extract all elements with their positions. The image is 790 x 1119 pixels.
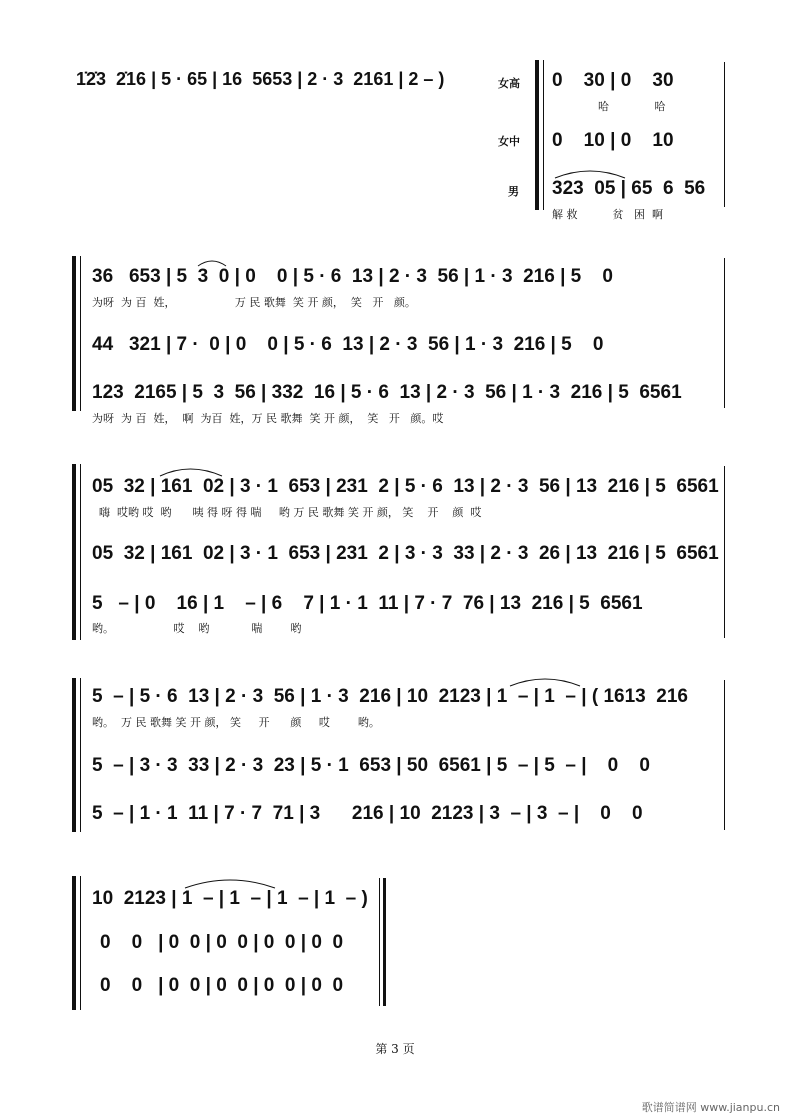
system2-alto: 44 321 | 7 · 0 | 0 0 | 5 · 6 13 | 2 · 3 56 | 1 · 3 216 | 5 0	[92, 334, 604, 355]
part-label-soprano: 女高	[498, 77, 520, 90]
slur-system3-soprano	[160, 469, 222, 476]
system2-male: 123 2165 | 5 3 56 | 332 16 | 5 · 6 13 | 2 · 3 56 | 1 · 3 216 | 5 6561	[92, 382, 682, 403]
system1-intro: 1̇2̇3 2̇16 | 5 · 65 | 16 5653 | 2 · 3 2161 | 2 – )	[76, 69, 445, 89]
system3-male-lyric: 哟。 哎 哟 喘 哟	[92, 622, 302, 635]
system2-soprano-lyric: 为呀 为 百 姓， 万 民 歌舞 笑 开 颜， 笑 开 颜。	[92, 296, 416, 309]
slur-system4-soprano	[510, 679, 580, 686]
slur-system2-soprano	[198, 261, 226, 266]
system1-soprano-lyric: 哈 哈	[598, 100, 666, 113]
watermark: 歌谱简谱网 www.jianpu.cn	[641, 1101, 780, 1114]
system4-alto: 5 – | 3 · 3 33 | 2 · 3 23 | 5 · 1 653 | 50 6561 | 5 – | 5 – | 0 0	[92, 755, 650, 776]
page-number: 第 3 页	[375, 1042, 415, 1056]
system4-male: 5 – | 1 · 1 11 | 7 · 7 71 | 3 216 | 10 2123 | 3 – | 3 – | 0 0	[92, 803, 643, 824]
system5-soprano: 10 2123 | 1 – | 1 – | 1 – | 1 – )	[92, 888, 368, 909]
system4-soprano: 5 – | 5 · 6 13 | 2 · 3 56 | 1 · 3 216 | 10 2123 | 1 – | 1 – | ( 1613 216	[92, 686, 688, 707]
system4-soprano-lyric: 哟。 万 民 歌舞 笑 开 颜， 笑 开 颜 哎 哟。	[92, 716, 380, 729]
system1-soprano: 0 30 | 0 30	[552, 70, 674, 91]
system1-alto: 0 10 | 0 10	[552, 130, 674, 151]
system5-male: 0 0 | 0 0 | 0 0 | 0 0 | 0 0	[100, 975, 344, 996]
system2-soprano: 36 653 | 5 3 0 | 0 0 | 5 · 6 13 | 2 · 3 56 | 1 · 3 216 | 5 0	[92, 266, 613, 287]
system3-male: 5 – | 0 16 | 1 – | 6 7 | 1 · 1 11 | 7 · 7 76 | 13 216 | 5 6561	[92, 593, 643, 614]
slur-system5-soprano	[185, 880, 275, 888]
system3-soprano-lyric: 嗨 哎哟 哎 哟 咦 得 呀 得 喘 哟 万 民 歌舞 笑 开 颜， 笑 开 颜 哎	[92, 506, 482, 519]
part-label-male: 男	[508, 185, 519, 198]
system3-alto: 05 32 | 161 02 | 3 · 1 653 | 231 2 | 3 · 3 33 | 2 · 3 26 | 13 216 | 5 6561	[92, 543, 719, 564]
system3-soprano: 05 32 | 161 02 | 3 · 1 653 | 231 2 | 5 · 6 13 | 2 · 3 56 | 13 216 | 5 6561	[92, 476, 719, 497]
system5-alto: 0 0 | 0 0 | 0 0 | 0 0 | 0 0	[100, 932, 344, 953]
system1-male: 323 05 | 65 6 56	[552, 178, 706, 199]
part-label-alto: 女中	[498, 135, 520, 148]
slur-system1-male	[555, 171, 625, 178]
system1-male-lyric: 解 救 贫 困 啊	[552, 208, 663, 221]
system2-male-lyric: 为呀 为 百 姓， 啊 为百 姓，万 民 歌舞 笑 开 颜， 笑 开 颜。哎	[92, 412, 444, 425]
